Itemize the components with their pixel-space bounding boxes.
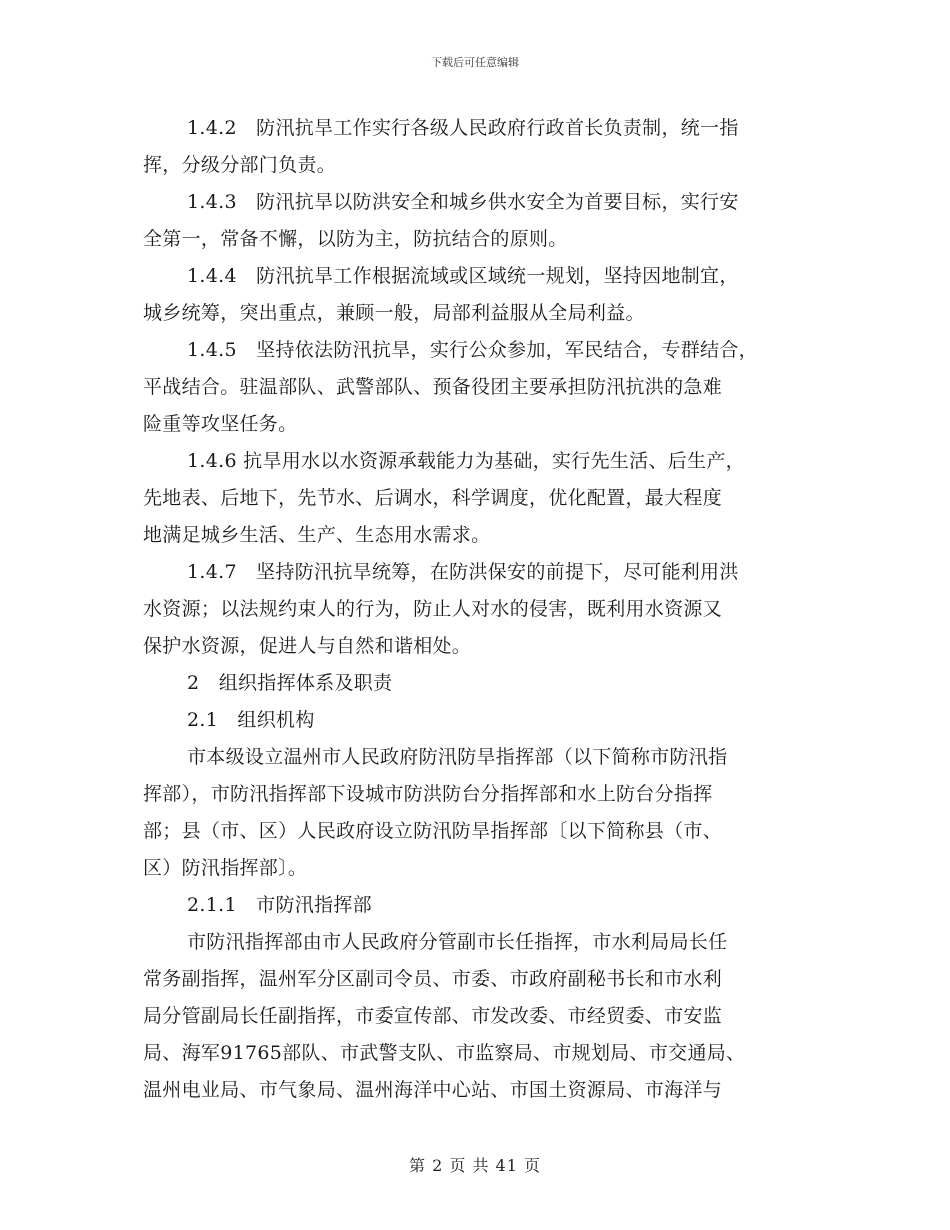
paragraph-line: 局、海军91765部队、市武警支队、市监察局、市规划局、市交通局、 [143, 1042, 746, 1064]
paragraph-line: 区）防汛指挥部〕。 [143, 857, 308, 879]
paragraph-line: 1.4.6 抗旱用水以水资源承载能力为基础，实行先生活、后生产， [187, 450, 745, 472]
paragraph-line: 1.4.2 防汛抗旱工作实行各级人民政府行政首长负责制，统一指 [187, 117, 739, 139]
paragraph-line: 1.4.3 防汛抗旱以防洪安全和城乡供水安全为首要目标，实行安 [187, 191, 739, 213]
paragraph-line: 1.4.4 防汛抗旱工作根据流域或区域统一规划，坚持因地制宜， [187, 265, 739, 287]
paragraph-line: 平战结合。驻温部队、武警部队、预备役团主要承担防汛抗洪的急难 [143, 376, 723, 398]
paragraph-line: 城乡统筹，突出重点，兼顾一般，局部利益服从全局利益。 [143, 302, 645, 324]
section-heading: 2.1 组织机构 [187, 709, 315, 731]
paragraph-line: 先地表、后地下，先节水、后调水，科学调度，优化配置，最大程度 [143, 487, 723, 509]
paragraph-line: 险重等攻坚任务。 [143, 413, 298, 435]
paragraph-line: 常务副指挥，温州军分区副司令员、市委、市政府副秘书长和市水利 [143, 968, 723, 990]
paragraph-line: 市防汛指挥部由市人民政府分管副市长任指挥，市水利局局长任 [187, 931, 728, 953]
paragraph-line: 地满足城乡生活、生产、生态用水需求。 [143, 524, 491, 546]
section-heading: 2 组织指挥体系及职责 [187, 672, 393, 694]
paragraph-line: 挥，分级分部门负责。 [143, 154, 337, 176]
paragraph-line: 市本级设立温州市人民政府防汛防旱指挥部（以下简称市防汛指 [187, 746, 728, 768]
paragraph-line: 1.4.7 坚持防汛抗旱统筹，在防洪保安的前提下，尽可能利用洪 [187, 561, 739, 583]
section-heading: 2.1.1 市防汛指挥部 [187, 894, 372, 916]
paragraph-line: 保护水资源，促进人与自然和谐相处。 [143, 635, 472, 657]
paragraph-line: 水资源；以法规约束人的行为，防止人对水的侵害，既利用水资源又 [143, 598, 723, 620]
page-header: 下载后可任意编辑 [431, 56, 519, 69]
paragraph-line: 挥部），市防汛指挥部下设城市防洪防台分指挥部和水上防台分指挥 [143, 783, 713, 805]
paragraph-line: 全第一，常备不懈，以防为主，防抗结合的原则。 [143, 228, 568, 250]
paragraph-line: 1.4.5 坚持依法防汛抗旱，实行公众参加，军民结合，专群结合， [187, 339, 758, 361]
document-body [143, 110, 818, 1109]
paragraph-line: 部；县（市、区）人民政府设立防汛防旱指挥部〔以下简称县（市、 [143, 820, 723, 842]
paragraph-line: 温州电业局、市气象局、温州海洋中心站、市国土资源局、市海洋与 [143, 1079, 723, 1101]
paragraph-line: 局分管副局长任副指挥，市委宣传部、市发改委、市经贸委、市安监 [143, 1005, 723, 1027]
page-footer: 第 2 页 共 41 页 [409, 1156, 541, 1175]
